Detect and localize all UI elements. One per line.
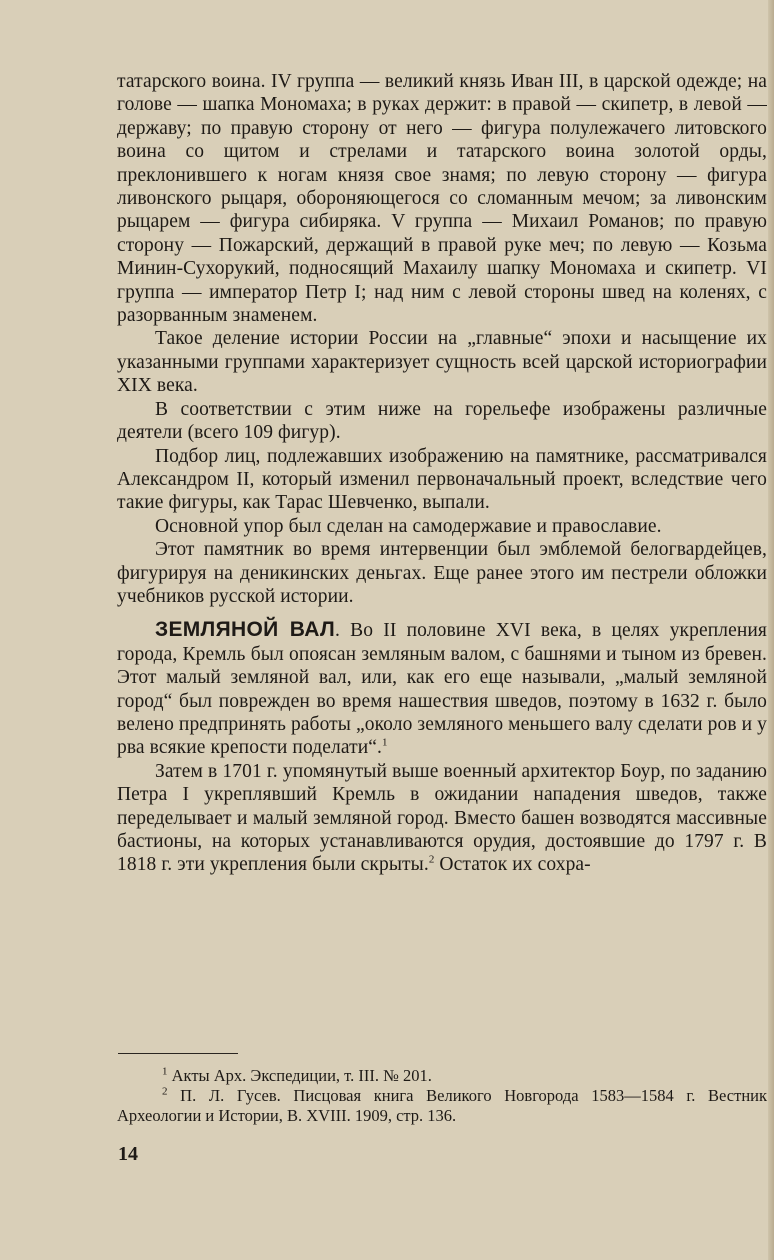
paragraph-6: Этот памятник во время интервенции был эмблемой белогвардейцев, фигурируя на деникинских деньгах. Еще ранее этого им пестрели обложки учебников русской истории.	[117, 539, 767, 607]
paragraph-4: Подбор лиц, подлежавших изображению на памятнике, рассматривался Александром II, который изменил первоначальный проект, вследствие чего такие фигуры, как Тарас Шевченко, выпали.	[117, 445, 767, 514]
paragraph-8-container	[117, 760, 767, 877]
footnote-ref-1: 1	[382, 736, 388, 749]
footnote-mark: 2	[162, 1085, 168, 1098]
main-text	[117, 70, 767, 877]
footnote-ref-2: 2	[428, 853, 435, 866]
section-heading: ЗЕМЛЯНОЙ ВАЛ	[155, 618, 335, 642]
paragraph-5: Основной упор был сделан на самодержавие и православие.	[155, 515, 662, 537]
paragraph-7: . Во II половине XVI века, в целях укрепления города, Кремль был опоясан земляным валом, с башнями и тыном из бревен. Этот малый земляной вал, или, как его еще называли, „малый земляной город“ был поврежден во время нашествия шведов, поэтому в 1632 г. было велено предпринять работы „около земляного меньшего валу сделати ров и у рва всякие крепости поделати“.	[117, 620, 767, 759]
paragraph-3: В соответствии с этим ниже на горельефе изображены различные деятели (всего 109 фигур).	[117, 398, 767, 444]
footnote-text: Акты Арх. Экспедиции, т. III. № 201.	[171, 1066, 432, 1085]
page-number: 14	[118, 1143, 138, 1165]
page-edge	[768, 0, 774, 1260]
footnote-divider	[118, 1053, 238, 1054]
footnote-text: П. Л. Гусев. Писцовая книга Великого Новгорода 1583—1584 г. Вестник Археологии и Истории, В. XVIII. 1909, стр. 136.	[117, 1086, 768, 1125]
footnote-2	[117, 1086, 767, 1126]
paragraph-8-tail: Остаток их сохра-	[434, 854, 591, 876]
footnotes	[117, 1066, 767, 1126]
footnote-1	[117, 1066, 767, 1086]
paragraph-8: Затем в 1701 г. упомянутый выше военный архитектор Боур, по заданию Петра I укреплявший Кремль в ожидании нападения шведов, также переделывает и малый земляной город. Вместо башен возводятся массивные бастионы, на которых устанавливаются орудия, достоявшие до 1797 г. В 1818 г. эти укрепления были скрыты.	[117, 760, 767, 876]
paragraph-1: татарского воина. IV группа — великий князь Иван III, в царской одежде; на голове — шапка Мономаха; в руках держит: в правой — скипетр, в левой — державу; по правую сторону от него — фигура полулежачего литовского воина со щитом и стрелами и татарского воина золотой орды, преклонившего к ногам князя свое знамя; по левую сторону — фигура ливонского рыцаря, обороняющегося со сломанным мечом; за ливонским рыцарем — фигура сибиряка. V группа — Михаил Романов; по правую сторону — Пожарский, держащий в правой руке меч; по левую — Козьма Минин-Сухорукий, подносящий Махаилу шапку Мономаха и скипетр. VI группа — император Петр I; над ним с левой стороны швед на коленях, с разорванным знаменем.	[117, 71, 767, 327]
paragraph-2: Такое деление истории России на „главные“ эпохи и насыщение их указанными группами характеризует сущность всей царской историографии XIX века.	[117, 328, 767, 397]
section-paragraph	[117, 618, 767, 759]
footnote-mark: 1	[162, 1065, 168, 1078]
